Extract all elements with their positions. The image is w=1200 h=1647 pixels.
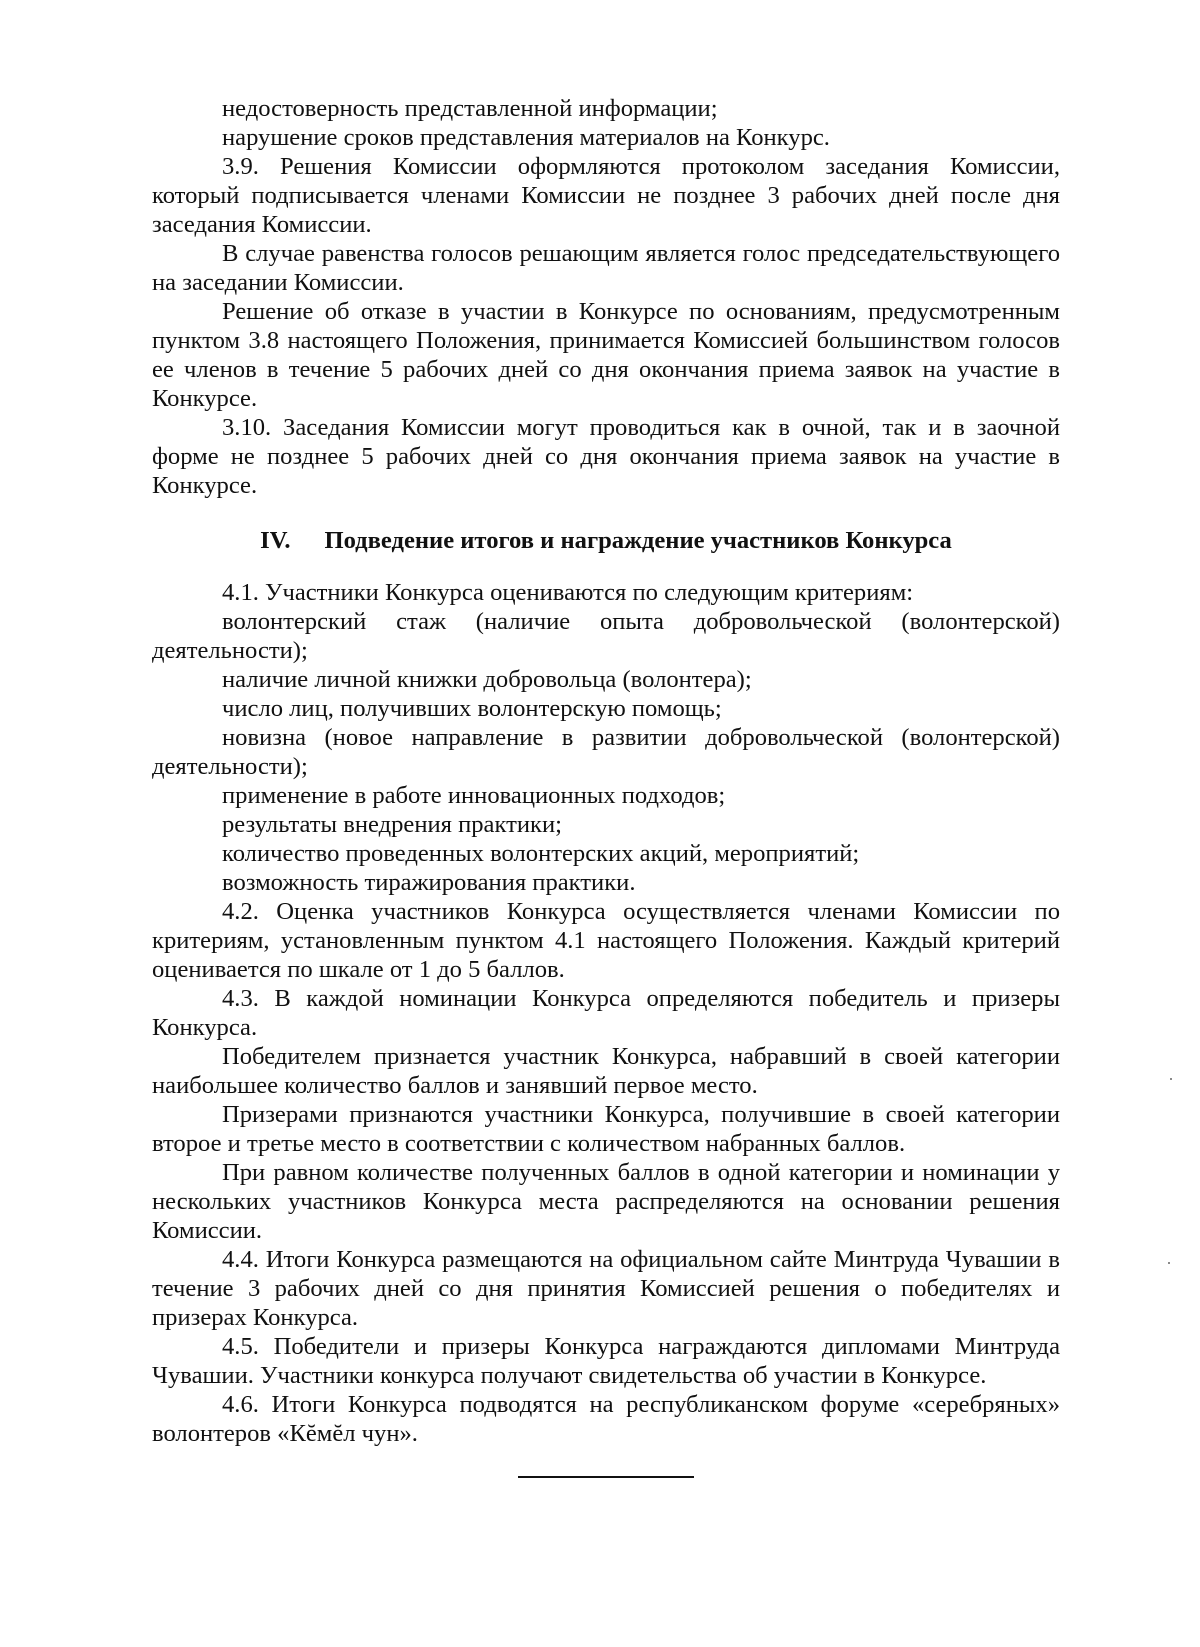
paragraph-equal-points: При равном количестве полученных баллов в одной категории и номинации у нескольких участников Конкурса места распределяются на основании решения Комиссии. (152, 1159, 1060, 1244)
criterion-results: результаты внедрения практики; (222, 811, 562, 838)
section-heading (152, 526, 1060, 555)
paragraph-3-10: 3.10. Заседания Комиссии могут проводиться как в очной, так и в заочной форме не позднее 5 рабочих дней со дня окончания приема заявок на участие в Конкурсе. (152, 414, 1060, 499)
criterion-volunteer-book: наличие личной книжки добровольца (волонтера); (222, 666, 752, 693)
document-page (152, 94, 1060, 1478)
section-title: Подведение итогов и награждение участников Конкурса (324, 527, 952, 554)
paragraph-4-2: 4.2. Оценка участников Конкурса осуществляется членами Комиссии по критериям, установленным пунктом 4.1 настоящего Положения. Каждый критерий оценивается по шкале от 1 до 5 баллов. (152, 898, 1060, 983)
paragraph-tie-vote: В случае равенства голосов решающим является голос председательствующего на заседании Комиссии. (152, 240, 1060, 296)
scan-speck (1170, 1078, 1172, 1080)
paragraph-unreliable-info: недостоверность представленной информации; (222, 95, 718, 122)
section-number: IV. (260, 527, 291, 554)
closing-rule (518, 1476, 694, 1478)
paragraph-3-9: 3.9. Решения Комиссии оформляются протоколом заседания Комиссии, который подписывается членами Комиссии не позднее 3 рабочих дней после дня заседания Комиссии. (152, 153, 1060, 238)
criterion-innovation: применение в работе инновационных подходов; (222, 782, 726, 809)
criterion-replicability: возможность тиражирования практики. (222, 869, 636, 896)
paragraph-deadline-violation: нарушение сроков представления материалов на Конкурс. (222, 124, 830, 151)
criterion-people-helped: число лиц, получивших волонтерскую помощь; (222, 695, 722, 722)
criterion-novelty: новизна (новое направление в развитии добровольческой (волонтерской) деятельности); (152, 724, 1060, 780)
scan-speck (1168, 1262, 1170, 1264)
paragraph-prize-winners: Призерами признаются участники Конкурса, получившие в своей категории второе и третье место в соответствии с количеством набранных баллов. (152, 1101, 1060, 1157)
paragraph-4-6: 4.6. Итоги Конкурса подводятся на республиканском форуме «серебряных» волонтеров «Кĕмĕл чун». (152, 1391, 1060, 1447)
paragraph-4-3: 4.3. В каждой номинации Конкурса определяются победитель и призеры Конкурса. (152, 985, 1060, 1041)
criterion-volunteer-experience: волонтерский стаж (наличие опыта добровольческой (волонтерской) деятельности); (152, 608, 1060, 664)
paragraph-winner: Победителем признается участник Конкурса, набравший в своей категории наибольшее количество баллов и занявший первое место. (152, 1043, 1060, 1099)
paragraph-4-1: 4.1. Участники Конкурса оцениваются по следующим критериям: (222, 579, 914, 606)
criterion-events-count: количество проведенных волонтерских акций, мероприятий; (222, 840, 860, 867)
paragraph-refusal-decision: Решение об отказе в участии в Конкурсе по основаниям, предусмотренным пунктом 3.8 настоящего Положения, принимается Комиссией большинством голосов ее членов в течение 5 рабочих дней со дня окончания приема заявок на участие в Конкурсе. (152, 298, 1060, 412)
paragraph-4-4: 4.4. Итоги Конкурса размещаются на официальном сайте Минтруда Чувашии в течение 3 рабочих дней со дня принятия Комиссией решения о победителях и призерах Конкурса. (152, 1246, 1060, 1331)
paragraph-4-5: 4.5. Победители и призеры Конкурса награждаются дипломами Минтруда Чувашии. Участники конкурса получают свидетельства об участии в Конкурсе. (152, 1333, 1060, 1389)
